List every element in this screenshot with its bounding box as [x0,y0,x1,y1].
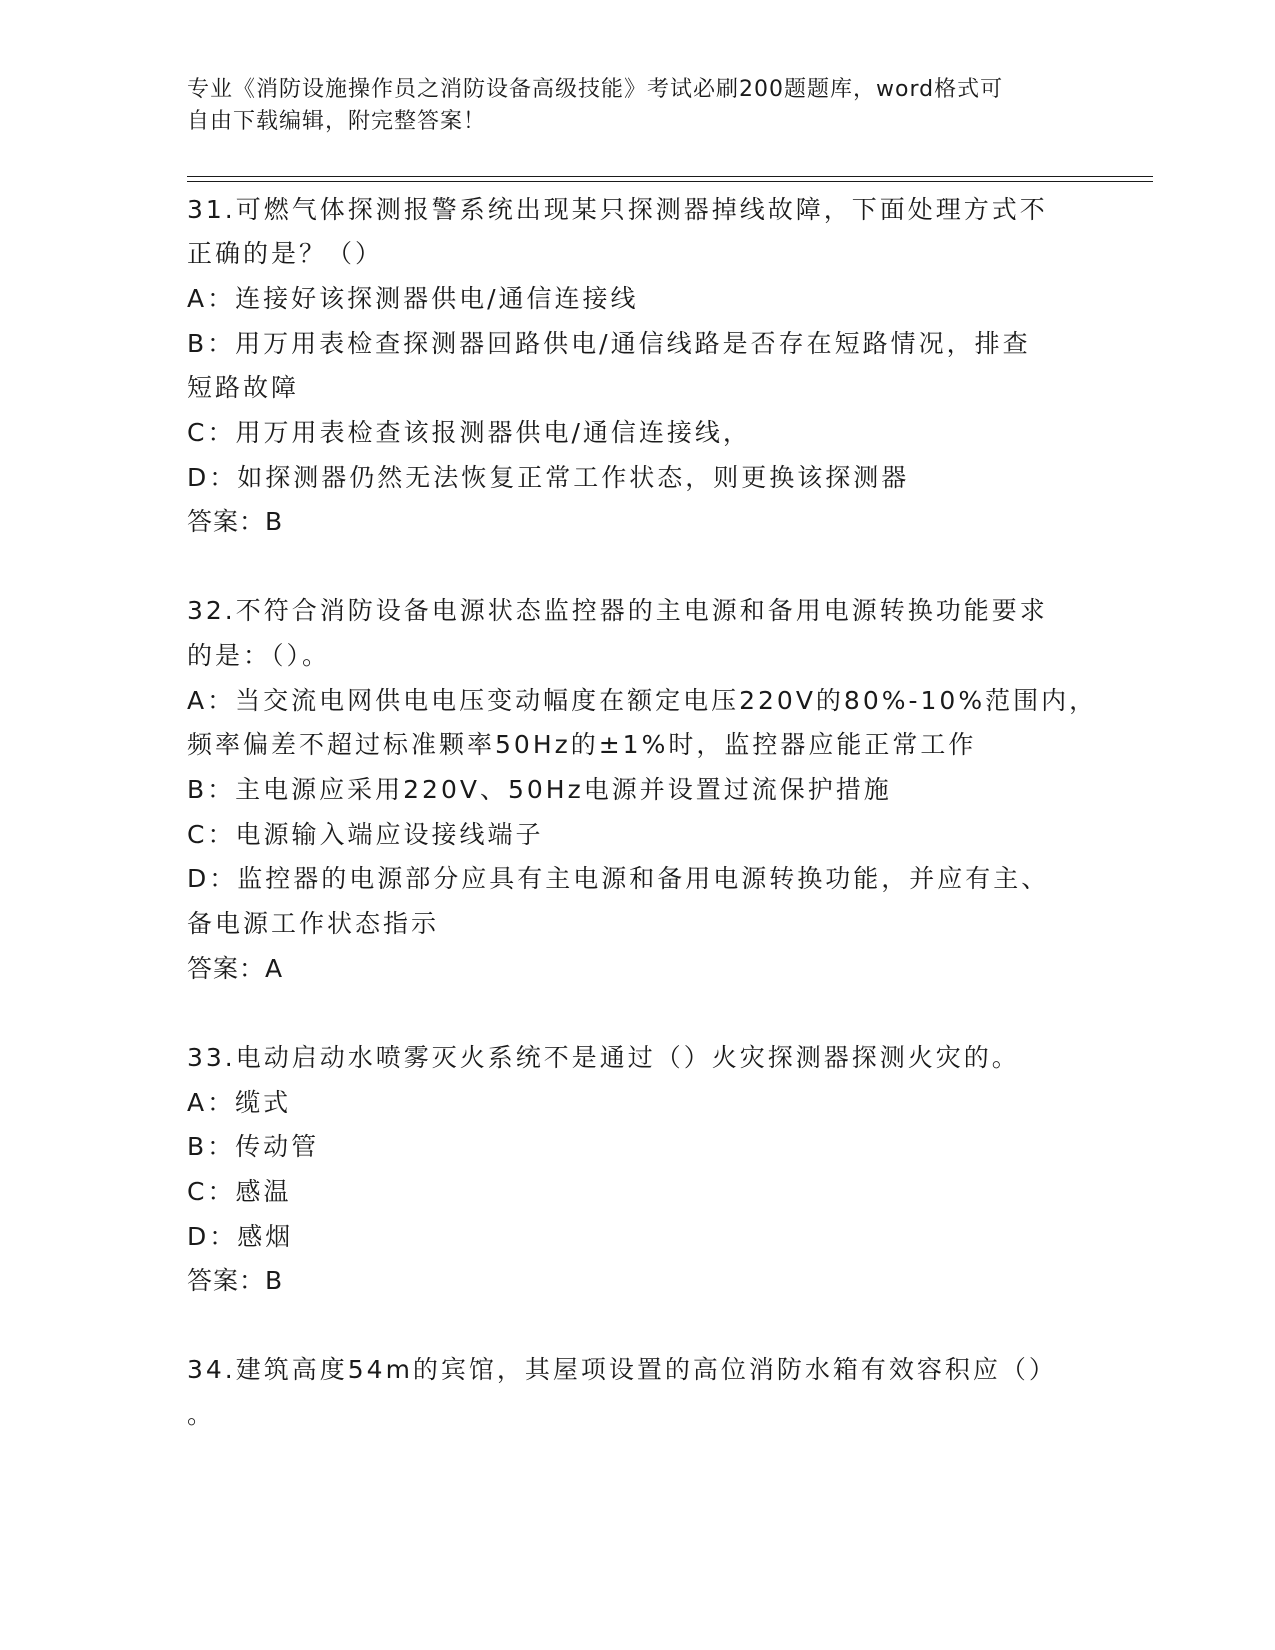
question-34-stem-1: 34.建筑高度54m的宾馆，其屋项设置的高位消防水箱有效容积应（） [187,1355,1057,1384]
question-33-option-c: C：感温 [187,1177,292,1206]
question-32-option-d-2: 备电源工作状态指示 [187,909,440,938]
header-divider-bottom [187,181,1153,182]
question-31-stem-2: 正确的是？（） [187,239,384,268]
question-32-option-b: B：主电源应采用220V、50Hz电源并设置过流保护措施 [187,775,892,804]
question-31-stem-1: 31.可燃气体探测报警系统出现某只探测器掉线故障，下面处理方式不 [187,195,1048,224]
question-31-option-d: D：如探测器仍然无法恢复正常工作状态，则更换该探测器 [187,463,910,492]
question-33-option-d: D：感烟 [187,1222,294,1251]
question-32-stem-1: 32.不符合消防设备电源状态监控器的主电源和备用电源转换功能要求 [187,596,1048,625]
header-line-2: 自由下载编辑，附完整答案！ [187,109,487,134]
header-line-1: 专业《消防设施操作员之消防设备高级技能》考试必刷200题题库，word格式可 [187,77,1004,102]
question-32-option-d-1: D：监控器的电源部分应具有主电源和备用电源转换功能，并应有主、 [187,864,1050,893]
header-divider-top [187,176,1153,177]
question-32-option-a-2: 频率偏差不超过标准颗率50Hz的±1%时，监控器应能正常工作 [187,730,977,759]
question-34-stem-2: 。 [187,1400,216,1429]
question-31-option-b-2: 短路故障 [187,373,300,402]
question-31-option-c: C：用万用表检查该报测器供电/通信连接线， [187,418,751,447]
question-32-option-c: C：电源输入端应设接线端子 [187,820,544,849]
question-32-stem-2: 的是：（）。 [187,641,331,670]
question-33-stem: 33.电动启动水喷雾灭火系统不是通过（）火灾探测器探测火灾的。 [187,1043,1020,1072]
document-header [187,74,1067,138]
question-33-answer: 答案：B [187,1266,284,1295]
question-31-option-b-1: B：用万用表检查探测器回路供电/通信线路是否存在短路情况，排查 [187,329,1031,358]
question-33-option-a: A：缆式 [187,1088,292,1117]
question-33-option-b: B：传动管 [187,1132,320,1161]
question-31-option-a: A：连接好该探测器供电/通信连接线 [187,284,639,313]
question-31-answer: 答案：B [187,507,284,536]
question-32-answer: 答案：A [187,954,284,983]
question-32-option-a-1: A：当交流电网供电电压变动幅度在额定电压220V的80%-10%范围内， [187,686,1098,715]
